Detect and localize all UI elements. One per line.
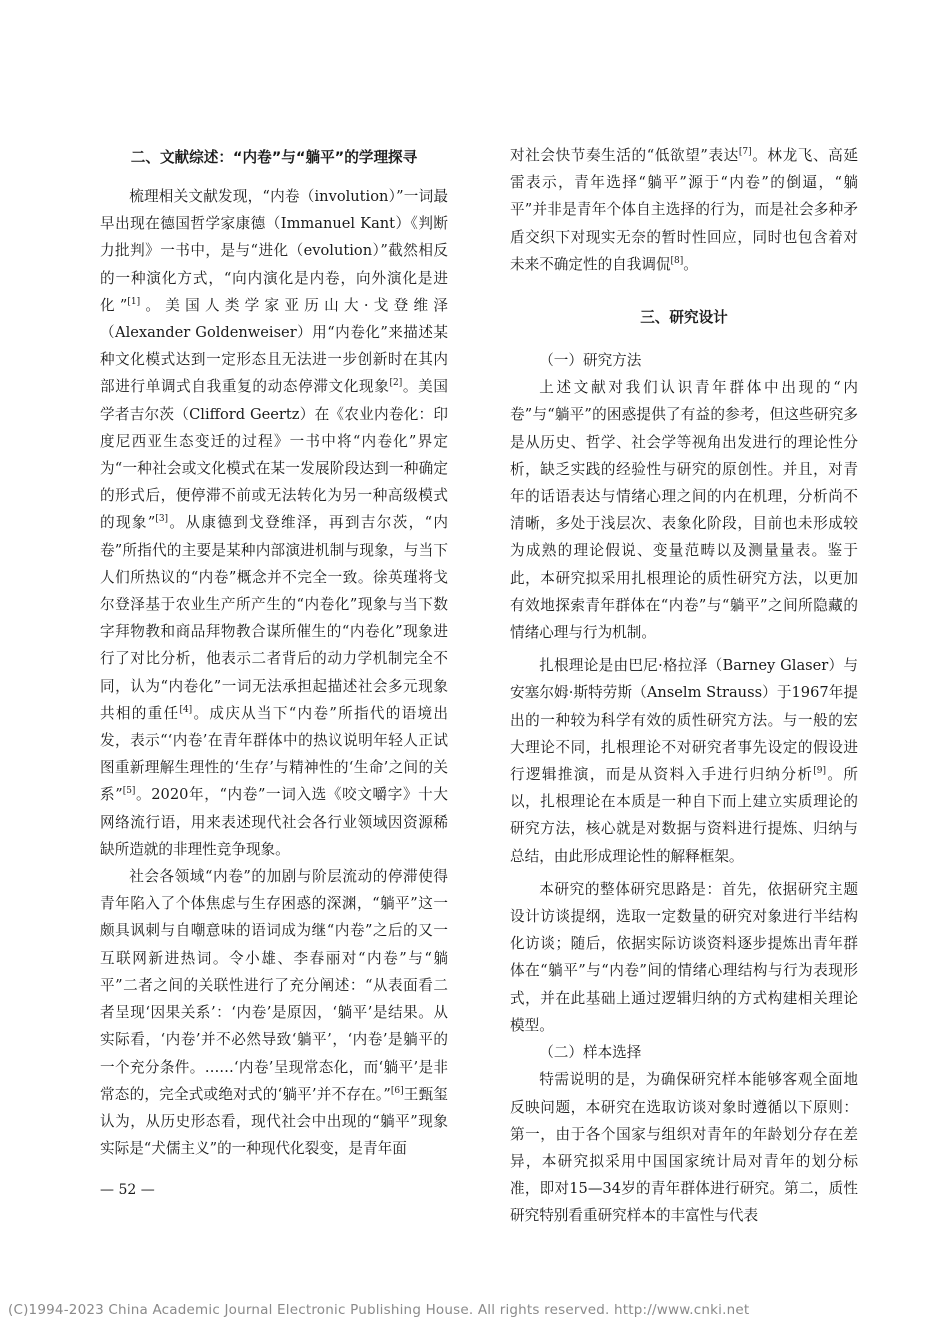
citation-ref[interactable]: [6]: [390, 1085, 404, 1096]
citation-ref[interactable]: [7]: [738, 147, 752, 158]
paragraph-lying-flat: 社会各领域“内卷”的加剧与阶层流动的停滞使得青年陷入了个体焦虑与生存困惑的深渊，“躺平”这一颇具讽刺与自嘲意味的语词成为继“内卷”之后的又一互联网新进热词。令小雄、李春丽对“内卷”与“躺平”二者之间的关联性进行了充分阐述：“从表面看二者呈现‘因果关系’：‘内卷’是原因，‘躺平’是结果。从实际看，‘内卷’并不必然导致‘躺平’，‘内卷’是躺平的一个充分条件。……‘内卷’呈现常态化，而‘躺平’是非常态的，完全式或绝对式的‘躺平’并不存在。”[6]王甄玺认为，从历史形态看，现代社会中出现的“躺平”现象实际是“犬儒主义”的一种现代化裂变，是青年面: [100, 868, 448, 1158]
page-number: — 52 —: [100, 1182, 155, 1198]
copyright-footer: (C)1994-2023 China Academic Journal Electronic Publishing House. All rights reserved. http://www.cnki.net: [8, 1302, 750, 1318]
left-column: [100, 142, 448, 1162]
paragraph-involution-origins: 梳理相关文献发现，“内卷（involution）”一词最早出现在德国哲学家康德（Immanuel Kant）《判断力批判》一书中，是与“进化（evolution）”截然相反的一种演化方式，“向内演化是内卷，向外演化是进化”[1]。美国人类学家亚历山大·戈登维泽（Alexander Goldenweiser）用“内卷化”来描述某种文化模式达到一定形态且无法进一步创新时在其内部进行单调式自我重复的动态停滞文化现象[2]。美国学者吉尔茨（Clifford Geertz）在《农业内卷化：印度尼西亚生态变迁的过程》一书中将“内卷化”界定为“一种社会或文化模式在某一发展阶段达到一种确定的形式后，便停滞不前或无法转化为另一种高级模式的现象”[3]。从康德到戈登维泽，再到吉尔茨，“内卷”所指代的主要是某种内部演进机制与现象，与当下人们所热议的“内卷”概念并不完全一致。徐英瑾将戈尔登泽基于农业生产所产生的“内卷化”现象与当下数字拜物教和商品拜物教合谋所催生的“内卷化”现象进行了对比分析，他表示二者背后的动力学机制完全不同，认为“内卷化”一词无法承担起描述社会多元现象共相的重任[4]。成庆从当下“内卷”所指代的语境出发，表示“‘内卷’在青年群体中的热议说明年轻人正试图重新理解生理性的‘生存’与精神性的‘生命’之间的关系”[5]。2020年，“内卷”一词入选《咬文嚼字》十大网络流行语，用来表述现代社会各行业领域因资源稀缺所造就的非理性竞争现象。: [100, 188, 448, 858]
subheading-research-method: （一）研究方法: [539, 352, 642, 370]
paragraph-grounded-theory: 扎根理论是由巴尼·格拉泽（Barney Glaser）与安塞尔姆·斯特劳斯（Anselm Strauss）于1967年提出的一种较为科学有效的质性研究方法。与一般的宏大理论不同，扎根理论不对研究者事先设定的假设进行逻辑推演，而是从资料入手进行归纳分析[9]。所以，扎根理论在本质是一种自下而上建立实质理论的研究方法，核心就是对数据与资料进行提炼、归纳与总结，由此形成理论性的解释框架。: [510, 657, 858, 865]
citation-ref[interactable]: [2]: [389, 378, 403, 389]
citation-ref[interactable]: [5]: [122, 786, 136, 797]
paragraph-sample-selection: 特需说明的是，为确保研究样本能够客观全面地反映问题，本研究在选取访谈对象时遵循以下原则：第一，由于各个国家与组织对青年的年龄划分存在差异，本研究拟采用中国国家统计局对青年的划分标准，即对15—34岁的青年群体进行研究。第二，质性研究特别看重研究样本的丰富性与代表: [510, 1071, 858, 1225]
citation-ref[interactable]: [3]: [155, 514, 169, 525]
section-heading-literature-review: 二、文献综述：“内卷”与“躺平”的学理探寻: [130, 149, 418, 166]
paragraph-research-approach: 本研究的整体研究思路是：首先，依据研究主题设计访谈提纲，选取一定数量的研究对象进行半结构化访谈；随后，依据实际访谈资料逐步提炼出青年群体在“躺平”与“内卷”间的情绪心理结构与行为表现形式，并在此基础上通过逻辑归纳的方式构建相关理论模型。: [510, 880, 858, 1034]
citation-ref[interactable]: [9]: [813, 766, 827, 777]
citation-ref[interactable]: [4]: [179, 705, 193, 715]
citation-ref[interactable]: [8]: [670, 255, 684, 266]
right-column: [510, 142, 858, 1230]
paragraph-continued: 对社会快节奏生活的“低欲望”表达[7]。林龙飞、高延雷表示，青年选择“躺平”源于“内卷”的倒逼，“躺平”并非是青年个体自主选择的行为，而是社会多种矛盾交织下对现实无奈的暂时性回应，同时也包含着对未来不确定性的自我调侃[8]。: [510, 147, 858, 273]
section-heading-research-design: 三、研究设计: [640, 309, 728, 327]
paragraph-research-method: 上述文献对我们认识青年群体中出现的“内卷”与“躺平”的困惑提供了有益的参考，但这些研究多是从历史、哲学、社会学等视角出发进行的理论性分析，缺乏实践的经验性与研究的原创性。并且，对青年的话语表达与情绪心理之间的内在机理，分析尚不清晰，多处于浅层次、表象化阶段，目前也未形成较为成熟的理论假说、变量范畴以及测量量表。鉴于此，本研究拟采用扎根理论的质性研究方法，以更加有效地探索青年群体在“内卷”与“躺平”之间所隐藏的情绪心理与行为机制。: [510, 379, 858, 642]
citation-ref[interactable]: [1]: [127, 296, 141, 307]
subheading-sample-selection: （二）样本选择: [539, 1044, 642, 1062]
